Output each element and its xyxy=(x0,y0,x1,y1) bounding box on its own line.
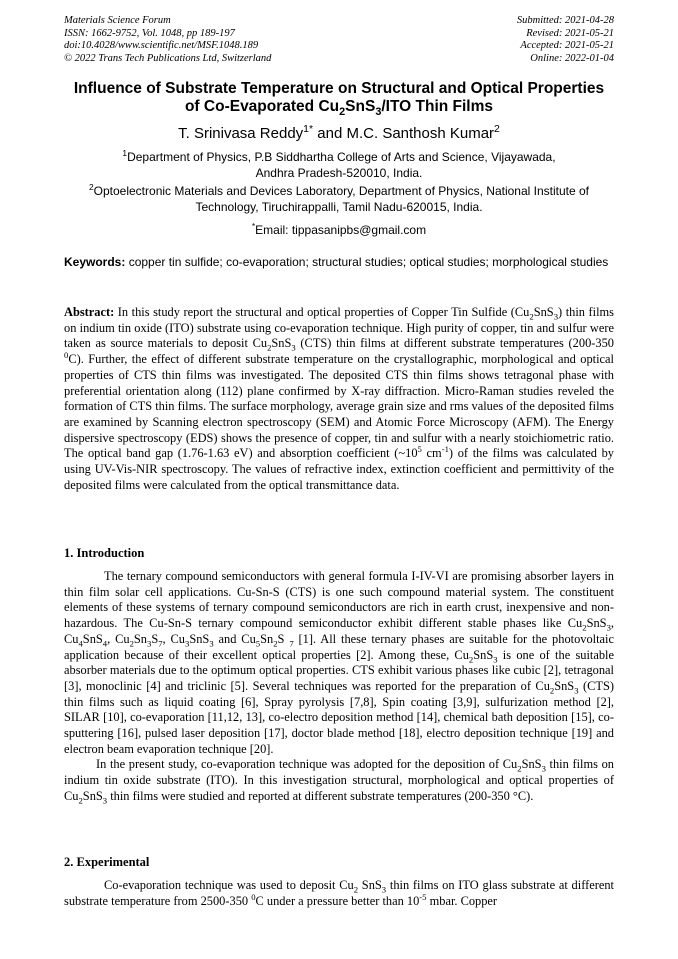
experimental-body xyxy=(64,878,614,909)
keywords xyxy=(64,255,614,271)
title-line-1: Influence of Substrate Temperature on Structural and Optical Properties xyxy=(73,80,605,97)
header-right xyxy=(517,15,614,65)
affiliation-1: $^1$Department of Physics, P.B Siddhartha College of Arts and Science, Vijayawada, Andhra Pradesh-520010, India. xyxy=(122,148,556,180)
online-date: Online: 2022-01-04 xyxy=(530,52,614,64)
authors: T. Srinivasa Reddy$^{1*}$ and M.C. Santhosh Kumar$^2$ xyxy=(178,123,500,142)
revised-date: Revised: 2021-05-21 xyxy=(526,27,614,39)
experimental-paragraph-1: Co-evaporation technique was used to deposit $Cu_2$ SnS$_3$ thin films on ITO glass substrate at different substrate temperature from 2500-350 $^0$C under a pressure better than $10^{-5}$ mbar. Copper xyxy=(64,878,614,908)
title-line-2: of Co-Evaporated $Cu_2SnS_3$/ITO Thin Films xyxy=(184,98,494,119)
keywords-text: copper tin sulfide; co-evaporation; structural studies; optical studies; morphological studies xyxy=(125,255,609,269)
accepted-date: Accepted: 2021-05-21 xyxy=(520,40,614,51)
doi: doi:10.4028/www.scientific.net/MSF.1048.189 xyxy=(64,40,259,51)
keywords-label: Keywords: xyxy=(64,255,126,269)
header-left xyxy=(64,15,271,65)
author-2: M.C. Santhosh Kumar xyxy=(346,125,495,142)
corresponding-email: *Email: tippasanipbs@gmail.com xyxy=(251,221,427,237)
section-heading-introduction: 1. Introduction xyxy=(64,546,145,560)
submitted-date: Submitted: 2021-04-28 xyxy=(516,15,614,26)
journal-name: Materials Science Forum xyxy=(64,15,171,26)
paper-title xyxy=(50,80,628,119)
introduction-body xyxy=(64,569,614,805)
copyright: © 2022 Trans Tech Publications Ltd, Switzerland xyxy=(64,52,272,64)
intro-paragraph-1: The ternary compound semiconductors with general formula I-IV-VI are promising absorber layers in thin film solar cell applications. Cu-Sn-S (CTS) is one such compound material system. The constituent elements of these systems of ternary compound semiconductors are rich in earth crust, inexpensive and non-hazardous. The Cu-Sn-S ternary compound semiconductor exhibit different stable phases like $Cu_2SnS_3$, $Cu_4SnS_4$, $Cu_2Sn_3S_7$, $Cu_3SnS_3$ and $Cu_5Sn_2S$ $_7$ [1]. All these ternary phases are suitable for the photovoltaic application because of their excellent optical properties [2]. Among these, $Cu_2SnS_3$ is one of the suitable absorber materials due to the optimum optical properties. CTS exhibit various phases like cubic [2], tetragonal [3], monoclinic [4] and triclinic [5]. Several techniques was reported for the preparation of $Cu_2SnS_3$ (CTS) thin films such as liquid coating [6], Spray pyrolysis [7,8], Spin coating [3,9], sulfurization method [2], SILAR [10], co-evaporation [11,12, 13], co-electro deposition method [14], chemical bath deposition [15], co-sputtering [16], pulsed laser deposition [17], doctor blade method [18], electro deposition technique [19] and electron beam evaporation technique [20]. xyxy=(64,569,614,756)
affiliation-2: $^2$Optoelectronic Materials and Devices Laboratory, Department of Physics, National Institute of Technology, Tiruchirappalli, Tamil Nadu-620015, India. xyxy=(88,182,590,214)
abstract-label: Abstract: xyxy=(64,305,115,319)
issn: ISSN: 1662-9752, Vol. 1048, pp 189-197 xyxy=(64,27,235,39)
section-heading-experimental: 2. Experimental xyxy=(64,855,150,869)
abstract: Abstract: In this study report the structural and optical properties of Copper Tin Sulfide $(Cu_2SnS_3)$ thin films on indium tin oxide (ITO) substrate using co-evaporation technique. High purity of copper, tin and sulfur were taken as source materials to deposit $Cu_2SnS_3$ (CTS) thin films at different substrate temperatures (200-350 $^0$C). Further, the effect of different substrate temperature on the crystallographic, morphological and optical properties of CTS thin films was investigated. The deposited CTS thin films shows tetragonal phase with preferential orientation along (112) plane confirmed by X-ray diffraction. Micro-Raman studies reveled the formation of CTS thin films. The surface morphology, average grain size and rms values of the deposited films are examined by Scanning electron spectroscopy (SEM) and Atomic Force Microscopy (AFM). The Energy dispersive spectroscopy (EDS) shows the presence of copper, tin and sulfur with a nearly stoichiometric ratio. The optical band gap (1.76-1.63 eV) and absorption coefficient ($\sim 10^5$ $cm^{-1}$) of the films was calculated by using UV-Vis-NIR spectroscopy. The values of refractive index, extinction coefficient and permittivity of the deposited films were calculated from the optical transmittance data. xyxy=(64,305,614,492)
intro-paragraph-2: In the present study, co-evaporation technique was adopted for the deposition of $Cu_2SnS_3$ thin films on indium tin oxide substrate (ITO). In this investigation structural, morphological and optical properties of $Cu_2SnS_3$ thin films were studied and reported at different substrate temperatures (200-350 °C). xyxy=(64,757,615,806)
author-1: T. Srinivasa Reddy xyxy=(178,125,304,142)
